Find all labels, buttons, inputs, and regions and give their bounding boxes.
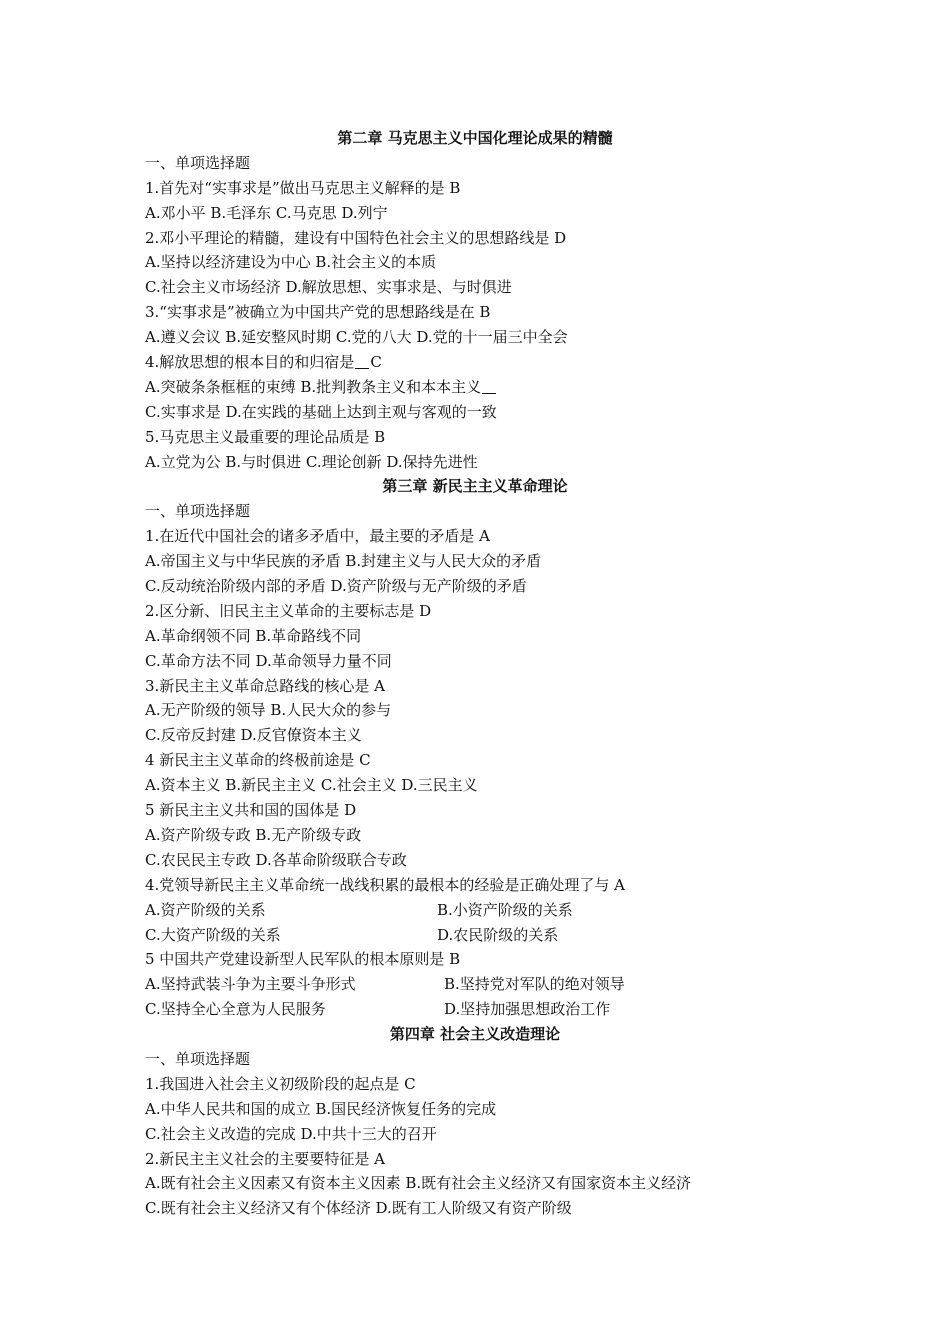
text-line: A.资产阶级专政 B.无产阶级专政 [145, 825, 362, 844]
text-line: C.社会主义改造的完成 D.中共十三大的召开 [145, 1124, 437, 1143]
text-line: A.革命纲领不同 B.革命路线不同 [145, 626, 362, 645]
document-content [145, 126, 905, 1221]
text-line: 1.首先对“实事求是”做出马克思主义解释的是 B [145, 178, 461, 197]
text-line: A.立党为公 B.与时俱进 C.理论创新 D.保持先进性 [145, 452, 478, 471]
option-left: A.资产阶级的关系 [145, 900, 266, 919]
option-right: D.坚持加强思想政治工作 [444, 1000, 611, 1019]
option-pair-row [145, 997, 905, 1022]
text-line: 4 新民主主义革命的终极前途是 C [145, 751, 371, 770]
option-pair-row [145, 923, 905, 948]
answer-blank [482, 383, 496, 394]
text-line: 1.我国进入社会主义初级阶段的起点是 C [145, 1074, 416, 1093]
option-right: B.坚持党对军队的绝对领导 [444, 975, 625, 994]
text-line: A.资本主义 B.新民主主义 C.社会主义 D.三民主义 [145, 776, 478, 795]
text-line [145, 350, 905, 375]
chapter-4-title: 第四章 社会主义改造理论 [389, 1025, 561, 1044]
option-left: A.坚持武装斗争为主要斗争形式 [145, 975, 356, 994]
option-left: C.大资产阶级的关系 [145, 925, 281, 944]
section-heading: 一、单项选择题 [145, 153, 251, 172]
question-answer: C [370, 353, 382, 372]
option-right: B.小资产阶级的关系 [437, 900, 573, 919]
text-line: C.社会主义市场经济 D.解放思想、实事求是、与时俱进 [145, 278, 512, 297]
text-line: 1.在近代中国社会的诸多矛盾中，最主要的矛盾是 A [145, 527, 490, 546]
text-line: A.无产阶级的领导 B.人民大众的参与 [145, 701, 392, 720]
option-pair-row [145, 972, 905, 997]
question-text: 4.解放思想的根本目的和归宿是 [145, 353, 355, 372]
text-line: 3.“实事求是”被确立为中国共产党的思想路线是在 B [145, 303, 491, 322]
text-line: 5 中国共产党建设新型人民军队的根本原则是 B [145, 950, 461, 969]
text-line: C.既有社会主义经济又有个体经济 D.既有工人阶级又有资产阶级 [145, 1199, 572, 1218]
chapter-2-title: 第二章 马克思主义中国化理论成果的精髓 [337, 129, 613, 147]
option-left: C.坚持全心全意为人民服务 [145, 1000, 326, 1019]
text-line: 4.党领导新民主主义革命统一战线积累的最根本的经验是正确处理了与 A [145, 875, 625, 894]
text-line: 3.新民主主义革命总路线的核心是 A [145, 676, 385, 695]
section-heading: 一、单项选择题 [145, 502, 251, 521]
text-line: 2.区分新、旧民主主义革命的主要标志是 D [145, 601, 432, 620]
chapter-3-title: 第三章 新民主主义革命理论 [382, 477, 568, 496]
answer-blank [355, 358, 369, 369]
text-line: A.坚持以经济建设为中心 B.社会主义的本质 [145, 253, 437, 272]
option-pair-row [145, 898, 905, 923]
option-right: D.农民阶级的关系 [437, 925, 559, 944]
text-line: A.帝国主义与中华民族的矛盾 B.封建主义与人民大众的矛盾 [145, 552, 542, 571]
text-line: 5.马克思主义最重要的理论品质是 B [145, 427, 386, 446]
text-line: A.邓小平 B.毛泽东 C.马克思 D.列宁 [145, 203, 388, 222]
text-line: C.实事求是 D.在实践的基础上达到主观与客观的一致 [145, 402, 497, 421]
text-line: C.反帝反封建 D.反官僚资本主义 [145, 726, 362, 745]
text-line [145, 375, 905, 400]
text-line: A.既有社会主义因素又有资本主义因素 B.既有社会主义经济又有国家资本主义经济 [145, 1174, 692, 1193]
section-heading: 一、单项选择题 [145, 1049, 251, 1068]
text-line: C.农民民主专政 D.各革命阶级联合专政 [145, 850, 407, 869]
text-line: C.反动统治阶级内部的矛盾 D.资产阶级与无产阶级的矛盾 [145, 577, 527, 596]
text-line: 2.邓小平理论的精髓，建设有中国特色社会主义的思想路线是 D [145, 228, 567, 247]
text-line: A.中华人民共和国的成立 B.国民经济恢复任务的完成 [145, 1099, 497, 1118]
text-line: 2.新民主主义社会的主要要特征是 A [145, 1149, 385, 1168]
text-line: 5 新民主主义共和国的国体是 D [145, 801, 357, 820]
text-line: C.革命方法不同 D.革命领导力量不同 [145, 651, 392, 670]
text-line: A.遵义会议 B.延安整风时期 C.党的八大 D.党的十一届三中全会 [145, 328, 568, 347]
option-text: A.突破条条框框的束缚 B.批判教条主义和本本主义 [145, 377, 482, 396]
